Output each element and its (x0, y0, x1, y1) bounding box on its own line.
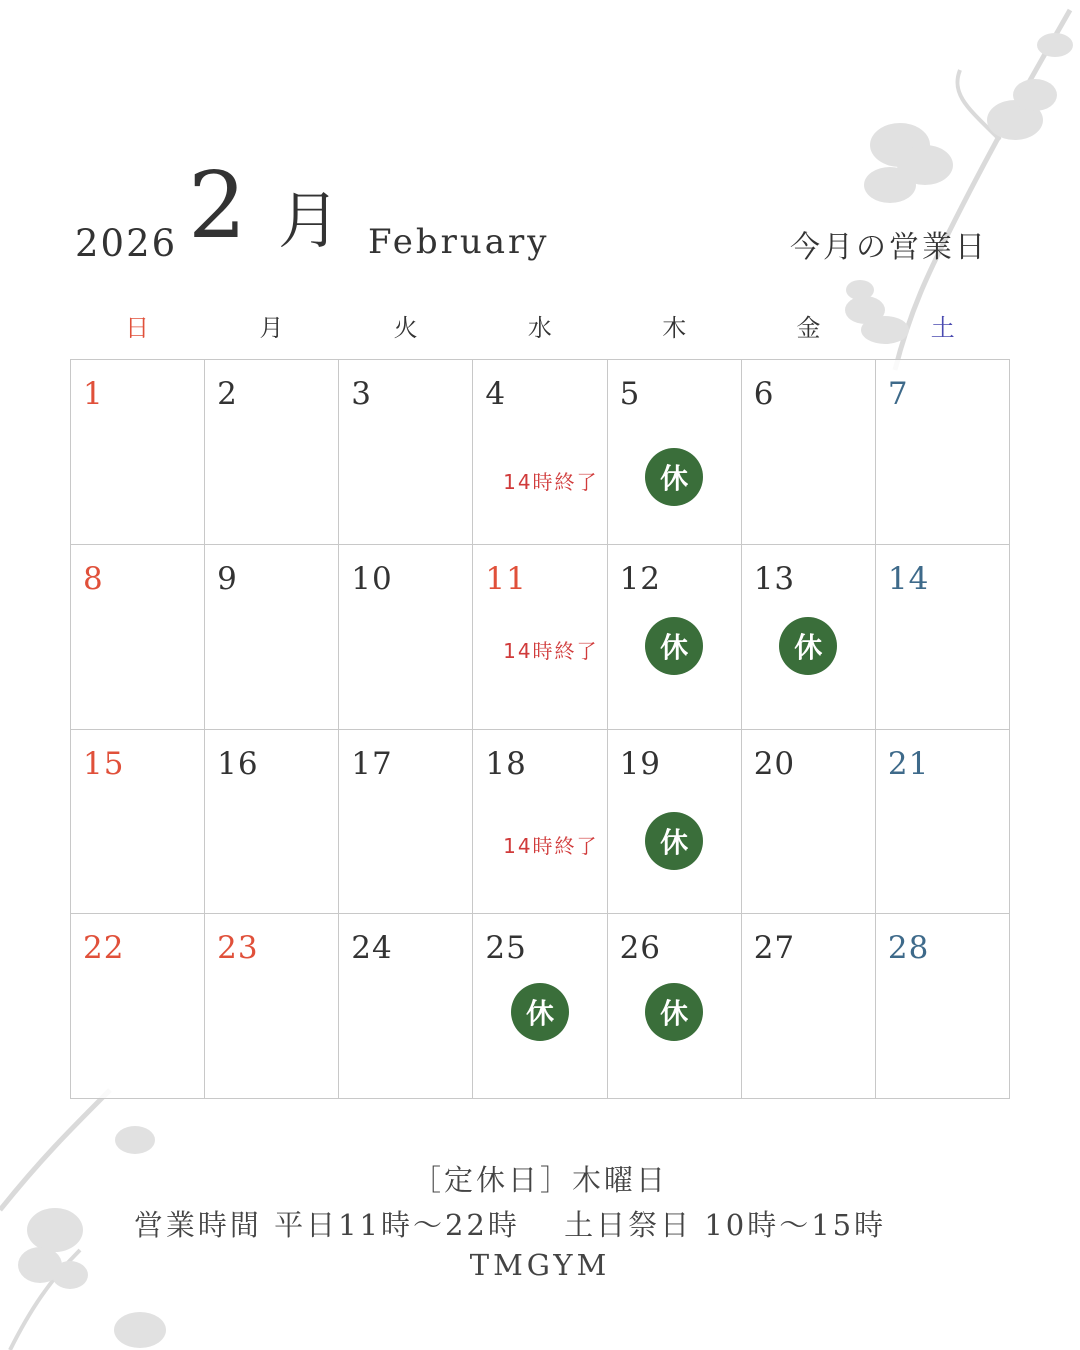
day-number: 24 (351, 930, 393, 967)
day-number: 22 (83, 930, 125, 967)
calendar-day-cell (205, 730, 339, 915)
calendar-day-cell (339, 730, 473, 915)
day-number: 27 (753, 930, 796, 967)
weekday-tuesday: 火 (393, 314, 418, 342)
calendar-day-cell (473, 360, 607, 545)
month-number: 2 (188, 152, 247, 259)
calendar-grid (70, 359, 1010, 1099)
closed-day-badge: 休 (645, 812, 703, 870)
calendar-day-cell (205, 545, 339, 730)
day-number: 19 (619, 745, 662, 782)
calendar-day-cell (608, 545, 742, 730)
closed-day-badge: 休 (645, 617, 703, 675)
year-label: 2026 (75, 222, 178, 265)
calendar-day-cell (71, 914, 205, 1099)
calendar-day-cell (742, 730, 876, 915)
day-number: 4 (485, 376, 507, 412)
calendar-day-cell (608, 360, 742, 545)
day-number: 14 (887, 560, 930, 597)
calendar-day-cell (339, 360, 473, 545)
month-kanji: 月 (278, 184, 341, 257)
calendar-day-cell (876, 545, 1010, 730)
day-number: 15 (83, 745, 125, 782)
closed-day-badge: 休 (645, 983, 703, 1041)
weekday-wednesday: 水 (527, 314, 552, 342)
day-number: 11 (485, 560, 527, 597)
brand-name: TMGYM (469, 1248, 611, 1282)
day-number: 20 (753, 745, 796, 782)
business-hours-note: 営業時間 平日11時～22時 土日祭日 10時～15時 (133, 1208, 887, 1242)
day-number: 18 (485, 745, 527, 782)
day-number: 16 (217, 745, 259, 782)
day-number: 3 (351, 376, 373, 412)
calendar-day-cell (71, 730, 205, 915)
calendar-day-cell (473, 545, 607, 730)
calendar-day-cell (71, 360, 205, 545)
day-number: 1 (83, 376, 104, 412)
calendar-day-cell (473, 730, 607, 915)
day-number: 6 (753, 376, 775, 412)
day-number: 5 (619, 376, 641, 412)
closed-day-badge: 休 (779, 617, 837, 675)
day-number: 23 (217, 930, 259, 967)
calendar-day-cell (876, 914, 1010, 1099)
calendar-day-cell (205, 360, 339, 545)
day-number: 25 (485, 930, 527, 967)
day-number: 7 (887, 376, 909, 412)
calendar-day-cell (608, 730, 742, 915)
early-close-note: 14時終了 (503, 638, 599, 663)
calendar-day-cell (742, 545, 876, 730)
day-number: 26 (619, 930, 662, 967)
weekday-sunday: 日 (125, 314, 150, 342)
calendar-day-cell (742, 360, 876, 545)
regular-holiday-note: ［定休日］木曜日 (411, 1163, 668, 1197)
month-english-name: February (368, 222, 550, 262)
calendar-day-cell (205, 914, 339, 1099)
day-number: 21 (887, 745, 930, 782)
calendar-day-cell (339, 545, 473, 730)
day-number: 10 (351, 560, 393, 597)
calendar-day-cell (742, 914, 876, 1099)
weekday-thursday: 木 (662, 314, 687, 342)
calendar-day-cell (608, 914, 742, 1099)
calendar-day-cell (876, 730, 1010, 915)
day-number: 17 (351, 745, 393, 782)
early-close-note: 14時終了 (503, 470, 599, 494)
early-close-note: 14時終了 (503, 833, 599, 858)
day-number: 28 (887, 930, 930, 967)
weekday-header-row (70, 308, 1010, 343)
closed-day-badge: 休 (511, 983, 569, 1041)
calendar-day-cell (473, 914, 607, 1099)
weekday-saturday: 土 (930, 314, 955, 342)
calendar-day-cell (339, 914, 473, 1099)
day-number: 2 (217, 376, 238, 412)
day-number: 12 (619, 560, 662, 597)
calendar-day-cell (71, 545, 205, 730)
weekday-friday: 金 (796, 314, 821, 342)
day-number: 13 (753, 560, 796, 597)
closed-day-badge: 休 (645, 448, 703, 506)
day-number: 9 (217, 560, 238, 597)
calendar-day-cell (876, 360, 1010, 545)
weekday-monday: 月 (259, 314, 284, 342)
day-number: 8 (83, 560, 104, 597)
business-days-title: 今月の営業日 (790, 230, 988, 265)
